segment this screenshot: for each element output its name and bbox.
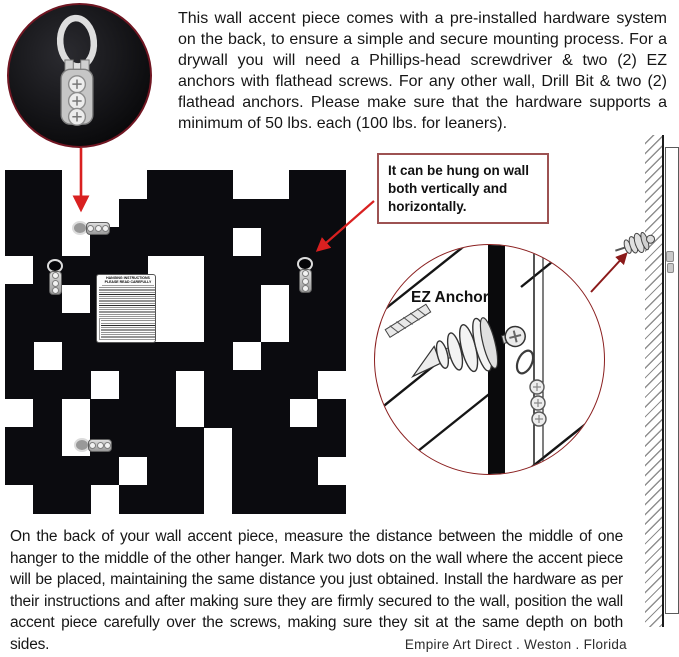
artwork-cell [232,313,261,342]
artwork-cell [119,485,148,514]
screw-edge-mark [667,263,674,273]
artwork-cell [317,170,346,199]
ez-anchor-detail-circle [374,244,605,475]
hanger-screw [302,270,309,277]
mounting-screw [385,303,432,338]
hanger-plate [86,222,110,235]
artwork-cell [317,313,346,342]
wall-art-back-view [5,170,346,513]
hardware-photo-inset [7,3,152,148]
artwork-cell [204,199,233,228]
artwork-cell [289,170,318,199]
artwork-cell [289,456,318,485]
artwork-cell [261,199,290,228]
installation-paragraph: On the back of your wall accent piece, measure the distance between the middle of one hanger to the middle of the other hanger. Mark two dots on the wall where the accent piece will be placed, maintaining the same distance you just obtained. Install the hardware as per their instructions and after making sure they are firmly secured to the wall, position the wall accent piece carefully over the screws, making sure they sit at the same depth on both sides. [10,528,623,653]
hanger-plate [88,439,112,452]
artwork-cell [289,485,318,514]
artwork-cell [90,342,119,371]
artwork-cell [317,284,346,313]
hanger-ring-detail [514,348,537,376]
artwork-cell [289,370,318,399]
artwork-cell [5,284,34,313]
hanger-screw [97,442,104,449]
artwork-cell [175,427,204,456]
wall-hatching [645,135,664,627]
artwork-cell [147,199,176,228]
artwork-cell [119,227,148,256]
artwork-cell [33,427,62,456]
label-fine-print-box [99,319,155,340]
artwork-cell [204,313,233,342]
artwork-cell [119,427,148,456]
ez-anchor-illustration [375,245,604,474]
label-divider [102,286,154,287]
hanger-plate-screws [530,380,546,426]
artwork-cell [261,370,290,399]
wall-anchor-illustration [612,226,658,263]
artwork-cell [33,399,62,428]
artwork-cell [119,199,148,228]
artwork-cell [317,427,346,456]
ez-anchor-label: EZ Anchor [411,289,489,306]
label-title-line2: PLEASE READ CAREFULLY [104,280,152,284]
ez-anchor-body [403,308,532,389]
artwork-cell [62,370,91,399]
hanger-screw [52,287,59,294]
artwork-cell [33,313,62,342]
hanger-screw [302,285,309,292]
artwork-cell [204,342,233,371]
artwork-cell [33,485,62,514]
artwork-cell [232,427,261,456]
artwork-cell [147,456,176,485]
artwork-cell [261,456,290,485]
artwork-cell [5,370,34,399]
label-title-line1: HANGING INSTRUCTIONS [106,276,150,280]
artwork-cell [261,485,290,514]
artwork-cell [204,284,233,313]
artwork-cell [289,342,318,371]
artwork-cell [289,227,318,256]
artwork-cell [261,342,290,371]
artwork-cell [232,370,261,399]
screw-edge-mark [666,251,674,262]
artwork-cell [204,170,233,199]
artwork-cell [232,399,261,428]
artwork-cell [204,370,233,399]
artwork-cell [90,399,119,428]
artwork-cell [175,456,204,485]
artwork-cell [5,199,34,228]
d-ring-hanger-photo [9,5,145,141]
artwork-cell [317,199,346,228]
hanger-plate [299,269,312,293]
artwork-cell [317,256,346,285]
artwork-cell [147,170,176,199]
hanger-screw [89,442,96,449]
artwork-cell [147,227,176,256]
artwork-cell [317,485,346,514]
hanger-screw [87,225,94,232]
artwork-cell [33,456,62,485]
artwork-cell [90,456,119,485]
artwork-cell [232,456,261,485]
artwork-cell [317,342,346,371]
artwork-cell [5,313,34,342]
artwork-cell [289,427,318,456]
artwork-cell [147,427,176,456]
hanger-screw [302,278,309,285]
d-ring-hanger [72,221,110,235]
artwork-cell [33,370,62,399]
artwork-cell [5,342,34,371]
artwork-cell [204,256,233,285]
d-ring-hanger [47,259,63,295]
d-ring-hanger [297,257,313,293]
artwork-cell [289,313,318,342]
artwork-cell [62,256,91,285]
wall-board [665,147,679,614]
hanger-plate [49,271,62,295]
artwork-cell [5,170,34,199]
artwork-cell [147,485,176,514]
artwork-cell [62,342,91,371]
artwork-cell [33,199,62,228]
artwork-cell [232,199,261,228]
artwork-cell [317,227,346,256]
orientation-callout: It can be hung on wall both vertically and horizontally. [377,153,549,224]
artwork-cell [119,342,148,371]
hanger-screw [95,225,102,232]
intro-paragraph: This wall accent piece comes with a pre-installed hardware system on the back, to ensure a simple and secure mounting process. For a drywall you will need a Phillips-head screwdriver & two (2) EZ anchors with flathead screws. For any other wall, Drill Bit & two (2) flathead anchors. Please make sure that the hardware supports a minimum of 50 lbs. each (100 lbs. for leaners). [178,10,667,132]
hanger-screw [102,225,109,232]
artwork-cell [5,427,34,456]
artwork-cell [5,456,34,485]
artwork-cell [119,399,148,428]
artwork-cell [175,342,204,371]
artwork-cell [33,170,62,199]
artwork-cell [232,485,261,514]
artwork-cell [261,427,290,456]
hanger-screw [52,280,59,287]
artwork-cell [147,399,176,428]
artwork-cell [261,256,290,285]
artwork-cell [33,227,62,256]
artwork-cell [62,456,91,485]
artwork-cell [289,199,318,228]
artwork-cell [147,342,176,371]
artwork-cell [147,370,176,399]
artwork-cell [119,370,148,399]
artwork-cell [5,227,34,256]
artwork-cell [261,399,290,428]
artwork-cell [261,227,290,256]
artwork-cell [204,399,233,428]
label-fine-print [99,288,155,317]
hanger-screw [104,442,111,449]
artwork-cell [175,199,204,228]
d-ring-hanger [74,438,112,452]
artwork-cell [175,170,204,199]
artwork-cell [175,227,204,256]
artwork-cell [62,485,91,514]
artwork-cell [204,227,233,256]
hanger-screw [52,272,59,279]
hanging-instructions-label [97,275,155,342]
artwork-cell [317,399,346,428]
artwork-cell [232,284,261,313]
artwork-cell [232,256,261,285]
artwork-cell [62,313,91,342]
artwork-cell [175,485,204,514]
brand-footer: Empire Art Direct . Weston . Florida [404,637,627,652]
